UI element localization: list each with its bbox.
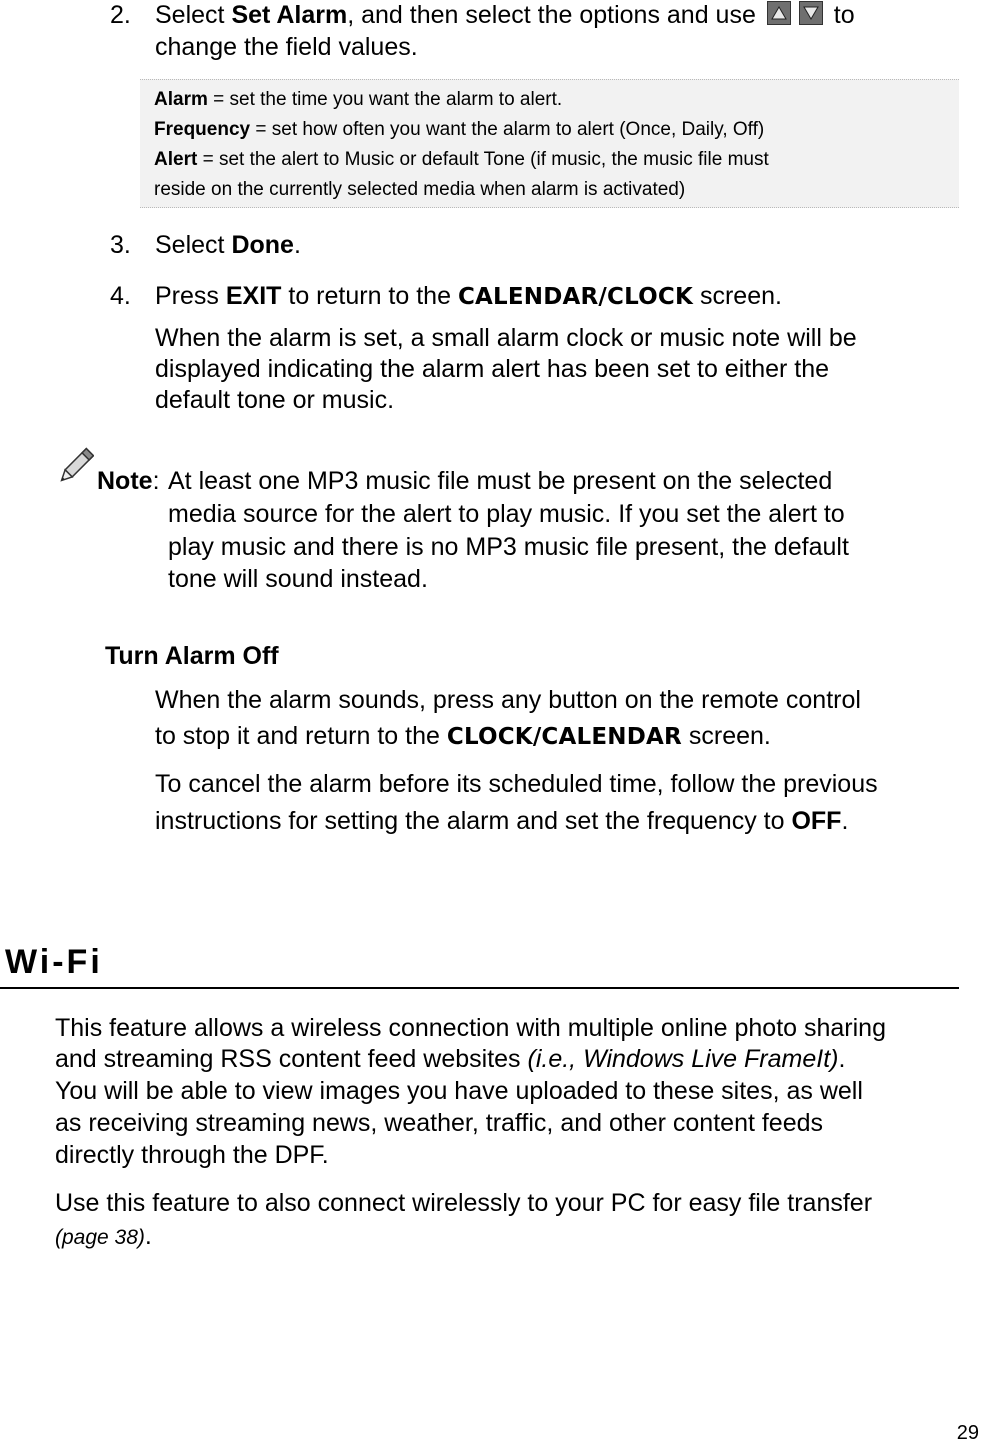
option-alert-text: = set the alert to Music or default Tone (if music, the music file must [197,149,769,170]
step-2-post2: to [833,1,855,29]
wifi-p2-page-ref[interactable]: (page 38) [55,1226,145,1249]
option-frequency-label: Frequency [154,119,251,140]
step-3-pre: Select [155,231,232,259]
turn-off-p2-post: . [841,807,849,835]
wifi-p1-post: . [838,1045,846,1073]
wifi-p1-italic: (i.e., Windows Live FrameIt) [527,1045,839,1073]
option-alarm-label: Alarm [154,89,208,110]
step-2-post: , and then select the options and use [347,1,756,29]
step-2-bold: Set Alarm [231,1,348,29]
step-4-post: screen. [693,282,782,310]
turn-off-p1-pre: to stop it and return to the [155,722,447,750]
wifi-p1-line3: You will be able to view images you have uploaded to these sites, as well [55,1077,863,1105]
step-4-heavy: CALENDAR/CLOCK [457,284,694,310]
note-label [97,466,160,497]
alarm-set-line-3: default tone or music. [155,386,395,414]
note-label-text: Note [97,467,153,495]
turn-off-p1-line1: When the alarm sounds, press any button on the remote control [155,686,861,714]
step-4-mid: to return to the [281,282,458,310]
wifi-p1-line2 [55,1044,845,1075]
step-3-number: 3. [110,231,131,259]
option-frequency-text: = set how often you want the alarm to alert (Once, Daily, Off) [250,119,765,140]
note-line-1: At least one MP3 music file must be present on the selected [168,467,833,495]
wifi-p1-line4: as receiving streaming news, weather, traffic, and other content feeds [55,1109,824,1137]
turn-off-p1-post: screen. [681,722,771,750]
step-2-line2: change the field values. [155,33,418,61]
note-line-4: tone will sound instead. [168,565,428,593]
pencil-icon [56,444,94,495]
turn-off-p2-line1: To cancel the alarm before its scheduled time, follow the previous [155,770,878,798]
step-4-pre: Press [155,282,226,310]
turn-off-p1-heavy: CLOCK/CALENDAR [446,724,682,750]
turn-off-p2-pre: instructions for setting the alarm and set the frequency to [155,807,792,835]
step-2-pre: Select [155,1,232,29]
note-colon: : [152,467,160,495]
option-alert-cont: reside on the currently selected media when alarm is activated) [154,179,686,200]
step-4-bold: EXIT [225,282,282,310]
option-alarm [154,85,562,114]
step-2-line1 [155,0,855,31]
step-4-line [155,281,782,313]
wifi-p2-line1: Use this feature to also connect wirelessly to your PC for easy file transfer [55,1189,873,1217]
step-3-bold: Done [231,231,294,259]
page-number: 29 [956,1422,979,1444]
turn-off-p2-bold: OFF [791,807,842,835]
step-3-line [155,230,301,261]
option-alert [154,145,769,174]
turn-off-p2-line2 [155,806,848,837]
wifi-p2-line2 [55,1221,152,1253]
turn-off-p1-line2 [155,721,771,753]
wifi-heading-rule [0,987,959,989]
step-2-number: 2. [110,1,131,29]
down-arrow-button-icon [799,1,823,25]
step-4-number: 4. [110,282,131,310]
note-line-2: media source for the alert to play music. If you set the alert to [168,500,845,528]
turn-alarm-off-heading: Turn Alarm Off [105,642,279,670]
up-arrow-button-icon [767,1,791,25]
note-line-3: play music and there is no MP3 music file present, the default [168,533,849,561]
option-frequency [154,115,764,144]
alarm-set-line-2: displayed indicating the alarm alert has been set to either the [155,355,830,383]
wifi-p2-post: . [144,1222,152,1250]
wifi-p1-pre: and streaming RSS content feed websites [55,1045,528,1073]
option-alert-label: Alert [154,149,198,170]
option-alarm-text: = set the time you want the alarm to alert. [207,89,563,110]
alarm-set-line-1: When the alarm is set, a small alarm clock or music note will be [155,324,857,352]
step-3-post: . [293,231,301,259]
wifi-p1-line5: directly through the DPF. [55,1141,329,1169]
alarm-options-box [140,79,959,208]
wifi-p1-line1: This feature allows a wireless connection with multiple online photo sharing [55,1014,886,1042]
wifi-heading: Wi-Fi [5,943,103,981]
